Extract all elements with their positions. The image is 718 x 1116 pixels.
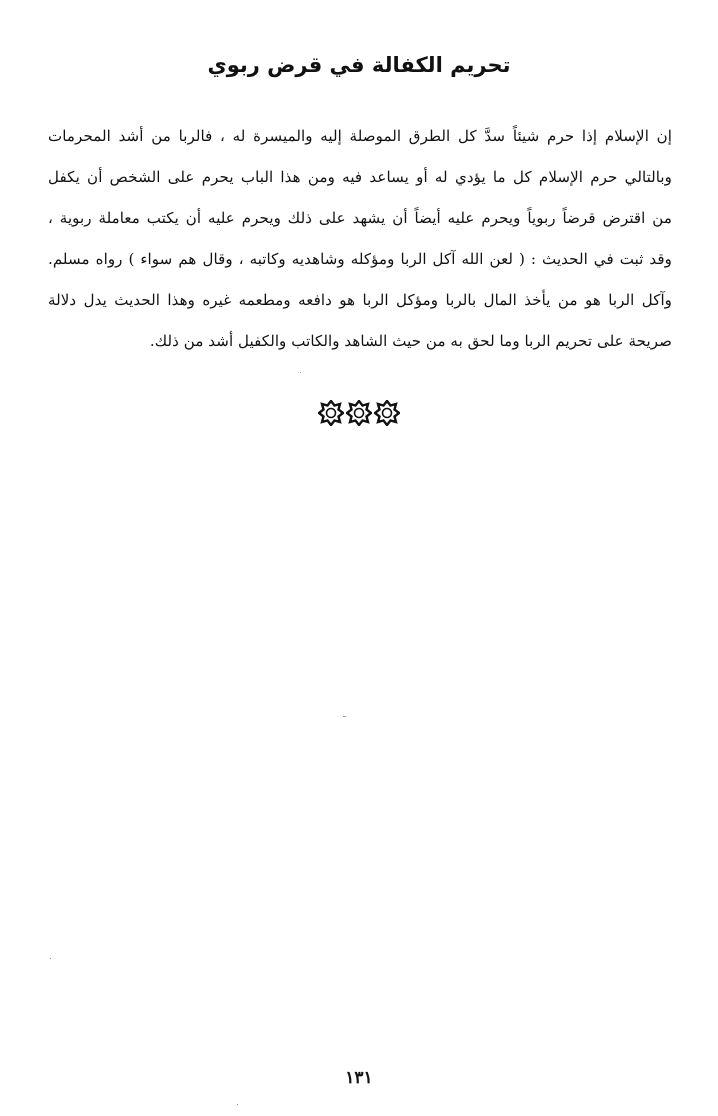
text-line-2: وبالتالي حرم الإسلام كل ما يؤدي له أو يساعد فيه ومن هذا الباب يحرم على الشخص أن يكفل <box>48 168 672 186</box>
page-number: ١٣١ <box>345 1068 373 1088</box>
text-line-1: إن الإسلام إذا حرم شيئاً سدَّ كل الطرق الموصلة إليه والميسرة له ، فالربا من أشد المحرمات <box>48 127 672 145</box>
text-line-6: صريحة على تحريم الربا وما لحق به من حيث الشاهد والكاتب والكفيل أشد من ذلك. <box>149 332 672 350</box>
scan-speck <box>237 1104 238 1105</box>
scan-speck <box>343 716 346 717</box>
text-line-5: وآكل الربا هو من يأخذ المال بالربا ومؤكل الربا هو دافعه ومطعمه غيره وهذا الحديث يدل دلالة <box>48 291 672 309</box>
star-ornament-icon <box>318 400 344 426</box>
section-divider-ornament <box>0 400 718 426</box>
body-paragraph <box>48 116 672 362</box>
text-line-3: من اقترض قرضاً ربوياً ويحرم عليه أيضاً أن يشهد على ذلك ويحرم عليه أن يكتب معاملة ربوية ، <box>48 209 672 227</box>
scan-speck <box>300 372 301 373</box>
page-title: تحريم الكفالة في قرض ربوي <box>207 53 511 77</box>
star-ornament-icon <box>374 400 400 426</box>
text-line-4: وقد ثبت في الحديث : ( لعن الله آكل الربا ومؤكله وشاهديه وكاتبه ، وقال هم سواء ) رواه مسلم. <box>48 250 672 268</box>
star-ornament-icon <box>346 400 372 426</box>
scan-speck <box>50 958 51 959</box>
